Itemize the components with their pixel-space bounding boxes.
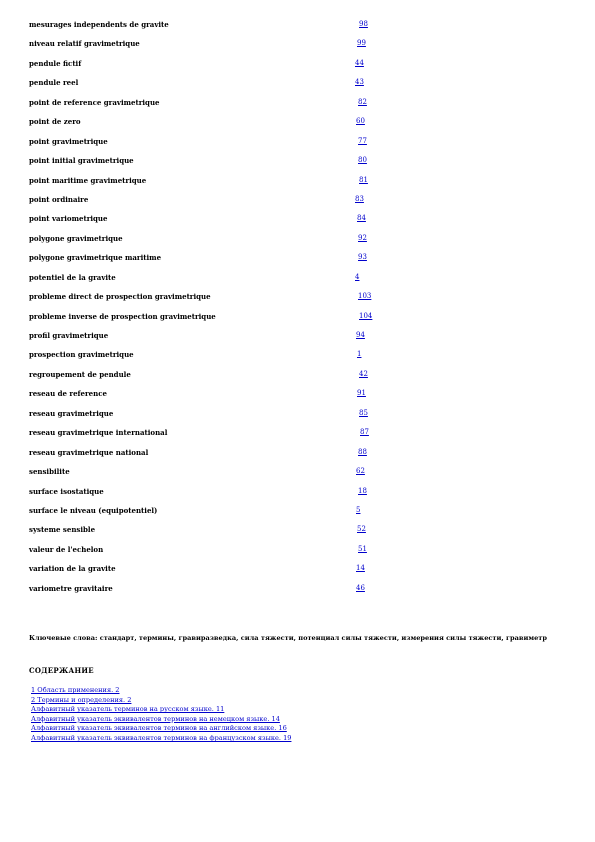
- index-page-link[interactable]: 81: [359, 175, 368, 184]
- index-term: point gravimetrique: [29, 136, 108, 146]
- index-term: probleme inverse de prospection gravimetrique: [29, 311, 216, 321]
- index-term: point de reference gravimetrique: [29, 97, 160, 107]
- keywords-line: Ключевые слова: стандарт, термины, гравиразведка, сила тяжести, потенциал силы тяжести, измерения силы тяжести, гравиметр: [29, 634, 547, 642]
- index-term: systeme sensible: [29, 525, 96, 535]
- index-page-link[interactable]: 93: [358, 253, 367, 262]
- index-term: valeur de l'echelon: [29, 544, 104, 554]
- index-row: [29, 347, 449, 366]
- index-row: [29, 328, 449, 347]
- index-row: [29, 445, 449, 464]
- index-page-link[interactable]: 88: [358, 447, 367, 456]
- toc-link[interactable]: Алфавитный указатель эквивалентов терминов на английском языке. 16: [31, 724, 287, 733]
- index-page-link[interactable]: 42: [359, 369, 368, 378]
- index-term: potentiel de la gravite: [29, 272, 116, 282]
- index-page-link[interactable]: 52: [357, 525, 366, 534]
- index-page-link[interactable]: 84: [357, 214, 366, 223]
- toc-link[interactable]: Алфавитный указатель эквивалентов терминов на немецком языке. 14: [31, 714, 280, 723]
- index-row: [29, 192, 449, 211]
- index-row: [29, 289, 449, 308]
- index-page-link[interactable]: 80: [358, 156, 367, 165]
- index-page-link[interactable]: 103: [358, 292, 372, 301]
- index-term: point ordinaire: [29, 194, 89, 204]
- index-term: polygone gravimetrique: [29, 233, 123, 243]
- index-term: regroupement de pendule: [29, 369, 131, 379]
- toc-link[interactable]: Алфавитный указатель терминов на русском языке. 11: [31, 705, 225, 714]
- index-term: probleme direct de prospection gravimetrique: [29, 292, 211, 302]
- index-term: point initial gravimetrique: [29, 156, 134, 166]
- index-row: [29, 134, 449, 153]
- toc-link[interactable]: 2 Термины и определения. 2: [31, 695, 132, 704]
- index-term: variometre gravitaire: [29, 583, 113, 593]
- index-term: point maritime gravimetrique: [29, 175, 147, 185]
- index-term: surface le niveau (equipotentiel): [29, 505, 158, 515]
- index-page-link[interactable]: 4: [355, 272, 360, 281]
- index-row: [29, 153, 449, 172]
- index-row: [29, 211, 449, 230]
- index-row: [29, 56, 449, 75]
- toc-link[interactable]: Алфавитный указатель эквивалентов терминов на французском языке. 19: [31, 733, 292, 742]
- index-page-link[interactable]: 98: [359, 20, 368, 28]
- index-term: reseau gravimetrique international: [29, 428, 168, 438]
- term-index-list: [29, 17, 449, 600]
- index-row: [29, 425, 449, 444]
- index-term: polygone gravimetrique maritime: [29, 253, 162, 263]
- index-page-link[interactable]: 46: [356, 583, 365, 592]
- index-page-link[interactable]: 5: [356, 505, 361, 514]
- index-row: [29, 309, 449, 328]
- table-of-contents: [31, 686, 291, 744]
- index-page-link[interactable]: 82: [358, 97, 367, 106]
- index-row: [29, 542, 449, 561]
- index-row: [29, 250, 449, 269]
- contents-title: СОДЕРЖАНИЕ: [29, 666, 94, 675]
- index-page-link[interactable]: 51: [358, 544, 367, 553]
- index-page-link[interactable]: 92: [358, 233, 367, 242]
- index-page-link[interactable]: 94: [356, 331, 365, 339]
- index-row: [29, 114, 449, 133]
- index-page-link[interactable]: 91: [357, 389, 366, 398]
- toc-link[interactable]: 1 Область применения. 2: [31, 686, 120, 694]
- index-term: point variometrique: [29, 214, 108, 224]
- index-page-link[interactable]: 43: [355, 78, 364, 87]
- index-term: reseau de reference: [29, 389, 107, 399]
- index-page-link[interactable]: 99: [357, 39, 366, 48]
- index-term: point de zero: [29, 117, 81, 127]
- index-row: [29, 522, 449, 541]
- index-row: [29, 561, 449, 580]
- index-term: prospection gravimetrique: [29, 350, 134, 360]
- index-page-link[interactable]: 83: [355, 194, 364, 203]
- index-page-link[interactable]: 60: [356, 117, 365, 126]
- index-page-link[interactable]: 85: [359, 408, 368, 417]
- index-term: mesurages independents de gravite: [29, 20, 169, 29]
- index-page-link[interactable]: 18: [358, 486, 367, 495]
- index-page-link[interactable]: 14: [356, 564, 365, 573]
- index-term: pendule fictif: [29, 58, 82, 68]
- index-row: [29, 36, 449, 55]
- index-row: [29, 464, 449, 483]
- index-term: surface isostatique: [29, 486, 104, 496]
- index-page-link[interactable]: 104: [359, 311, 373, 320]
- index-row: [29, 270, 449, 289]
- index-page-link[interactable]: 87: [360, 428, 369, 437]
- index-row: [29, 386, 449, 405]
- index-row: [29, 231, 449, 250]
- index-row: [29, 503, 449, 522]
- index-row: [29, 17, 449, 36]
- index-term: reseau gravimetrique national: [29, 447, 149, 457]
- index-row: [29, 173, 449, 192]
- index-page-link[interactable]: 77: [358, 136, 367, 145]
- index-term: sensibilite: [29, 467, 70, 477]
- index-term: variation de la gravite: [29, 564, 116, 574]
- index-term: profil gravimetrique: [29, 331, 109, 340]
- index-row: [29, 75, 449, 94]
- index-row: [29, 95, 449, 114]
- index-term: niveau relatif gravimetrique: [29, 39, 140, 49]
- index-row: [29, 581, 449, 600]
- index-row: [29, 367, 449, 386]
- index-page-link[interactable]: 44: [355, 58, 364, 67]
- index-page-link[interactable]: 62: [356, 467, 365, 476]
- index-row: [29, 406, 449, 425]
- index-row: [29, 484, 449, 503]
- index-term: reseau gravimetrique: [29, 408, 114, 418]
- index-page-link[interactable]: 1: [357, 350, 362, 359]
- index-term: pendule reel: [29, 78, 79, 88]
